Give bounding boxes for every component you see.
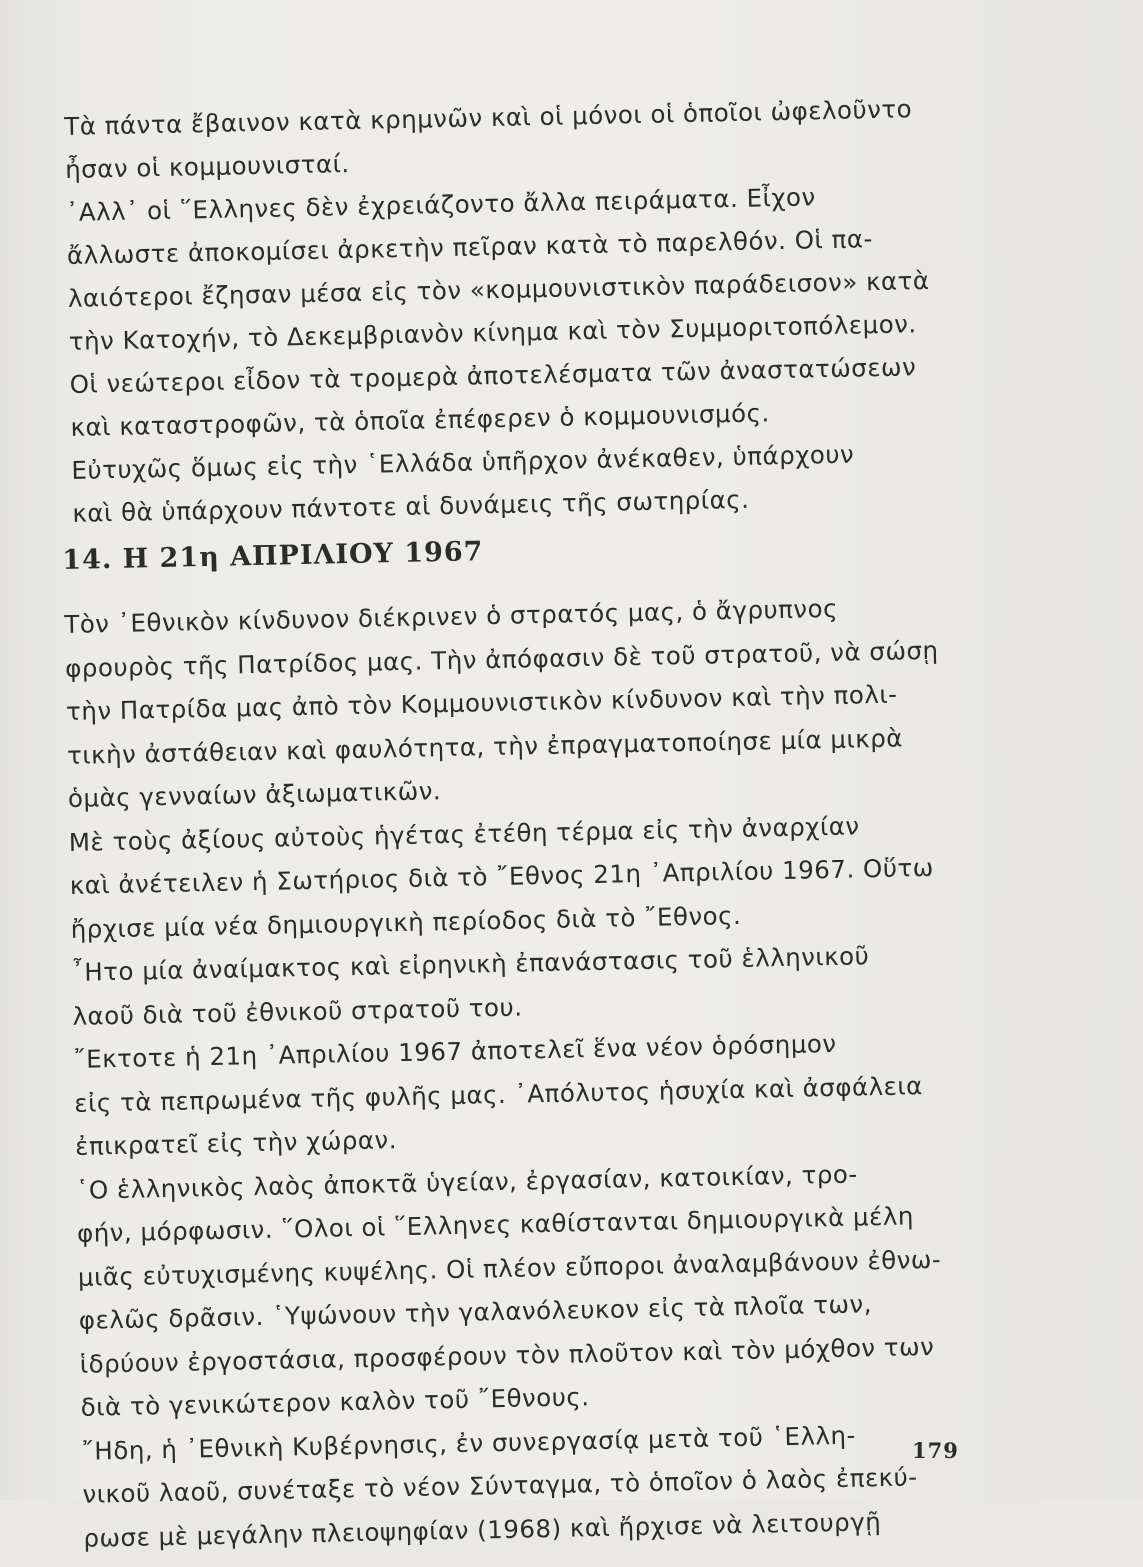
text-line: καὶ ἀνέτειλεν ἡ Σωτήριος διὰ τὸ ῎Εθνος 21η ᾿Απριλίου 1967. Οὕτω — [69, 852, 935, 900]
section-heading: 14. Η 21η ΑΠΡΙΛΙΟΥ 1967 — [62, 536, 484, 576]
text-block-top — [64, 93, 973, 542]
text-line: Μὲ τοὺς ἀξίους αὐτοὺς ἡγέτας ἐτέθη τέρμα εἰς τὴν ἀναρχίαν — [68, 810, 860, 857]
text-line: μιᾶς εὐτυχισμένης κυψέλης. Οἱ πλέον εὔποροι ἀναλαμβάνουν ἐθνω- — [77, 1244, 942, 1292]
text-line: ὁμὰς γενναίων ἀξιωματικῶν. — [67, 776, 442, 813]
text-line: ῾Ο ἑλληνικὸς λαὸς ἀποκτᾶ ὑγείαν, ἐργασίαν, κατοικίαν, τρο- — [75, 1159, 858, 1205]
text-line: Εὐτυχῶς ὅμως εἰς τὴν ῾Ελλάδα ὑπῆρχον ἀνέκαθεν, ὑπάρχουν — [71, 439, 855, 485]
text-line: διὰ τὸ γενικώτερον καλὸν τοῦ ῎Εθνους. — [80, 1382, 590, 1422]
text-line: τὴν Κατοχήν, τὸ Δεκεμβριανὸν κίνημα καὶ τὸν Συμμοριτοπόλεμον. — [68, 309, 917, 356]
text-line: φελῶς δρᾶσιν. ῾Υψώνουν τὴν γαλανόλευκον εἰς τὰ πλοῖα των, — [78, 1289, 873, 1335]
text-line: νικοῦ λαοῦ, συνέταξε τὸ νέον Σύνταγμα, τὸ ὁποῖον ὁ λαὸς ἐπεκύ- — [82, 1462, 918, 1509]
text-line: ᾿Αλλ᾿ οἱ ῞Ελληνες δὲν ἐχρειάζοντο ἄλλα πειράματα. Εἶχον — [65, 182, 816, 227]
text-line: καὶ καταστροφῶν, τὰ ὁποῖα ἐπέφερεν ὁ κομμουνισμός. — [70, 398, 771, 442]
text-line: λαιότεροι ἔζησαν μέσα εἰς τὸν «κομμουνιστικὸν παράδεισον» κατὰ — [67, 265, 930, 313]
text-line: τικὴν ἀστάθειαν καὶ φαυλότητα, τὴν ἐπραγματοποίησε μία μικρὰ — [66, 722, 904, 770]
text-line: ἄλλωστε ἀποκομίσει ἀρκετὴν πεῖραν κατὰ τὸ παρελθόν. Οἱ πα- — [66, 224, 874, 270]
text-line: εἰς τὰ πεπρωμένα τῆς φυλῆς μας. ᾿Απόλυτος ἡσυχία καὶ ἀσφάλεια — [74, 1070, 924, 1118]
page-number: 179 — [912, 1438, 959, 1463]
text-line: ἦσαν οἱ κομμουνισταί. — [64, 149, 350, 184]
text-line: ῎Εκτοτε ἡ 21η ᾿Απριλίου 1967 ἀποτελεῖ ἕνα νέον ὁρόσημον — [73, 1028, 837, 1074]
text-line: ῎Ηδη, ἡ ᾿Εθνικὴ Κυβέρνησις, ἐν συνεργασίᾳ μετὰ τοῦ ῾Ελλη- — [81, 1420, 857, 1466]
text-line: Οἱ νεώτεροι εἶδον τὰ τρομερὰ ἀποτελέσματα τῶν ἀναστατώσεων — [69, 352, 917, 399]
text-line: καὶ θὰ ὑπάρχουν πάντοτε αἱ δυνάμεις τῆς σωτηρίας. — [72, 484, 750, 528]
text-line: φήν, μόρφωσιν. ῞Ολοι οἱ ῞Ελληνες καθίστανται δημιουργικὰ μέλη — [76, 1201, 915, 1248]
text-line: λαοῦ διὰ τοῦ ἐθνικοῦ στρατοῦ του. — [72, 991, 523, 1031]
text-line: ῏Ητο μία ἀναίμακτος καὶ εἰρηνικὴ ἐπανάστασις τοῦ ἑλληνικοῦ — [71, 941, 870, 987]
text-line: Τὰ πάντα ἔβαινον κατὰ κρημνῶν καὶ οἱ μόνοι οἱ ὁποῖοι ὠφελοῦντο — [64, 94, 913, 141]
text-line: ἐπικρατεῖ εἰς τὴν χώραν. — [74, 1125, 398, 1161]
text-line: ρωσε μὲ μεγάλην πλειοψηφίαν (1968) καὶ ἤρχισε νὰ λειτουργῇ — [83, 1506, 882, 1553]
text-line: φρουρὸς τῆς Πατρίδος μας. Τὴν ἀπόφασιν δὲ τοῦ στρατοῦ, νὰ σώσῃ — [64, 635, 939, 683]
text-line: ἤρχισε μία νέα δημιουργικὴ περίοδος διὰ τὸ ῎Εθνος. — [70, 900, 742, 944]
text-line: Τὸν ᾿Εθνικὸν κίνδυνον διέκρινεν ὁ στρατός μας, ὁ ἄγρυπνος — [64, 593, 839, 639]
text-block-bottom — [64, 591, 984, 1567]
text-line: ἱδρύουν ἐργοστάσια, προσφέρουν τὸν πλοῦτον καὶ τὸν μόχθον των — [79, 1331, 935, 1379]
text-line: τὴν Πατρίδα μας ἀπὸ τὸν Κομμουνιστικὸν κίνδυνον καὶ τὴν πολι- — [65, 679, 898, 726]
